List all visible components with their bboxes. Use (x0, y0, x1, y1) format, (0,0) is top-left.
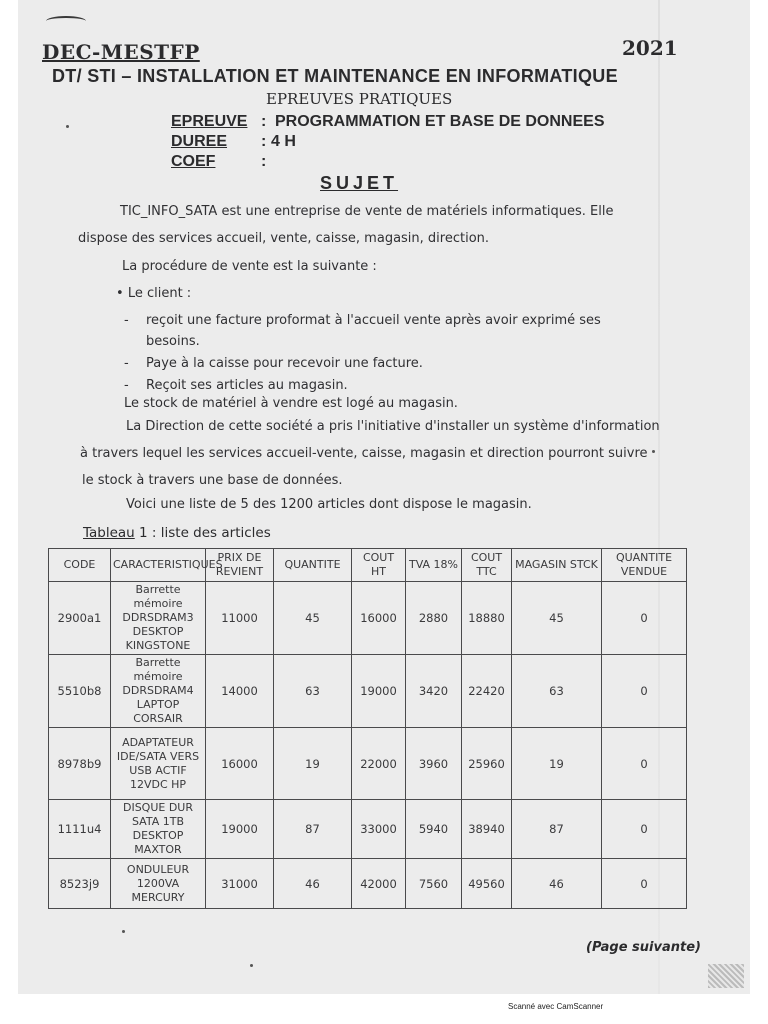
table-caption-label: Tableau (83, 525, 135, 541)
column-header: CODE (49, 549, 111, 582)
bullet-3: Reçoit ses articles au magasin. (146, 378, 348, 393)
bullet-1-line-1: reçoit une facture proformat à l'accueil vente après avoir exprimé ses (146, 313, 601, 328)
scan-speck (250, 964, 253, 967)
colon: : (261, 153, 267, 170)
colon: : (261, 133, 267, 150)
cell-quantity: 63 (274, 655, 352, 728)
scan-speck (122, 930, 125, 933)
cell-cost-ht: 22000 (352, 728, 406, 800)
duree-value: 4 H (271, 133, 296, 150)
cell-cost-price: 31000 (206, 859, 274, 909)
cell-code: 1111u4 (49, 800, 111, 859)
cell-cost-ttc: 49560 (462, 859, 512, 909)
paragraph-5-line-3: le stock à travers une base de données. (82, 473, 343, 488)
epreuve-value: PROGRAMMATION ET BASE DE DONNEES (275, 113, 605, 130)
cell-cost-ht: 33000 (352, 800, 406, 859)
paragraph-5-line-1: La Direction de cette société a pris l'initiative d'installer un système d'information (126, 419, 660, 434)
exam-subtitle: EPREUVES PRATIQUES (266, 90, 453, 108)
exam-meta (171, 112, 605, 172)
cell-stock: 19 (512, 728, 602, 800)
cell-vat: 7560 (406, 859, 462, 909)
cell-sold: 0 (602, 800, 687, 859)
paragraph-3: • Le client : (116, 286, 192, 301)
bullet-dash: - (124, 356, 129, 371)
cell-vat: 3960 (406, 728, 462, 800)
cell-vat: 2880 (406, 582, 462, 655)
client-label: Le client : (127, 286, 192, 301)
cell-description: ONDULEUR 1200VA MERCURY (111, 859, 206, 909)
cell-cost-price: 11000 (206, 582, 274, 655)
bullet-1-line-2: besoins. (146, 334, 200, 349)
colon: : (261, 113, 267, 130)
scanned-page (18, 0, 750, 994)
scan-speck (652, 450, 655, 453)
column-header: CARACTERISTIQUES (111, 549, 206, 582)
column-header: MAGASIN STCK (512, 549, 602, 582)
cell-vat: 5940 (406, 800, 462, 859)
coef-label: COEF (171, 153, 216, 170)
articles-table (48, 548, 687, 909)
cell-code: 8978b9 (49, 728, 111, 800)
table-header-row (49, 549, 687, 582)
table-caption-text: 1 : liste des articles (134, 525, 271, 541)
department-title: DT/ STI – INSTALLATION ET MAINTENANCE EN INFORMATIQUE (52, 66, 618, 86)
cell-stock: 63 (512, 655, 602, 728)
cell-quantity: 19 (274, 728, 352, 800)
cell-code: 8523j9 (49, 859, 111, 909)
cell-sold: 0 (602, 728, 687, 800)
epreuve-row (171, 112, 605, 132)
next-page-note: (Page suivante) (586, 940, 701, 955)
scan-speck (66, 125, 69, 128)
cell-sold: 0 (602, 582, 687, 655)
cell-stock: 46 (512, 859, 602, 909)
subject-heading: SUJET (320, 173, 399, 193)
bullet-2: Paye à la caisse pour recevoir une facture. (146, 356, 423, 371)
cell-stock: 87 (512, 800, 602, 859)
cell-description: DISQUE DUR SATA 1TB DESKTOP MAXTOR (111, 800, 206, 859)
bullet-dash: - (124, 313, 129, 328)
column-header: TVA 18% (406, 549, 462, 582)
table-row (49, 728, 687, 800)
column-header: QUANTITE VENDUE (602, 549, 687, 582)
duree-row (171, 132, 605, 152)
cell-cost-ttc: 18880 (462, 582, 512, 655)
cell-cost-price: 16000 (206, 728, 274, 800)
table-row (49, 582, 687, 655)
scan-artifact (708, 964, 744, 988)
paragraph-1-line-1: TIC_INFO_SATA est une entreprise de vente de matériels informatiques. Elle (120, 204, 614, 219)
paragraph-1-line-2: dispose des services accueil, vente, caisse, magasin, direction. (78, 231, 490, 246)
cell-sold: 0 (602, 859, 687, 909)
cell-vat: 3420 (406, 655, 462, 728)
table-row (49, 655, 687, 728)
scan-credit: Scanné avec CamScanner (508, 1002, 604, 1011)
table-row (49, 859, 687, 909)
pen-mark (46, 16, 86, 26)
column-header: COUT HT (352, 549, 406, 582)
bullet-dash: - (124, 378, 129, 393)
cell-description: Barrette mémoire DDRSDRAM4 LAPTOP CORSAIR (111, 655, 206, 728)
cell-code: 5510b8 (49, 655, 111, 728)
exam-year: 2021 (622, 36, 678, 60)
column-header: COUT TTC (462, 549, 512, 582)
cell-cost-ttc: 22420 (462, 655, 512, 728)
organization-name: DEC-MESTFP (42, 40, 200, 64)
cell-cost-ht: 16000 (352, 582, 406, 655)
paragraph-5-line-2: à travers lequel les services accueil-vente, caisse, magasin et direction pourront suivre (80, 446, 648, 461)
duree-label: DUREE (171, 133, 228, 150)
cell-description: ADAPTATEUR IDE/SATA VERS USB ACTIF 12VDC HP (111, 728, 206, 800)
cell-cost-price: 19000 (206, 800, 274, 859)
cell-cost-price: 14000 (206, 655, 274, 728)
cell-cost-ht: 42000 (352, 859, 406, 909)
paragraph-6: Voici une liste de 5 des 1200 articles dont dispose le magasin. (126, 497, 532, 512)
cell-quantity: 46 (274, 859, 352, 909)
table-row (49, 800, 687, 859)
cell-stock: 45 (512, 582, 602, 655)
paragraph-2: La procédure de vente est la suivante : (122, 259, 377, 274)
cell-cost-ttc: 38940 (462, 800, 512, 859)
cell-cost-ttc: 25960 (462, 728, 512, 800)
column-header: QUANTITE (274, 549, 352, 582)
cell-sold: 0 (602, 655, 687, 728)
cell-quantity: 87 (274, 800, 352, 859)
cell-cost-ht: 19000 (352, 655, 406, 728)
column-header: PRIX DE REVIENT (206, 549, 274, 582)
paragraph-4: Le stock de matériel à vendre est logé au magasin. (124, 396, 458, 411)
cell-quantity: 45 (274, 582, 352, 655)
cell-code: 2900a1 (49, 582, 111, 655)
cell-description: Barrette mémoire DDRSDRAM3 DESKTOP KINGSTONE (111, 582, 206, 655)
table-caption (83, 525, 271, 541)
epreuve-label: EPREUVE (171, 113, 248, 130)
coef-row (171, 152, 605, 172)
